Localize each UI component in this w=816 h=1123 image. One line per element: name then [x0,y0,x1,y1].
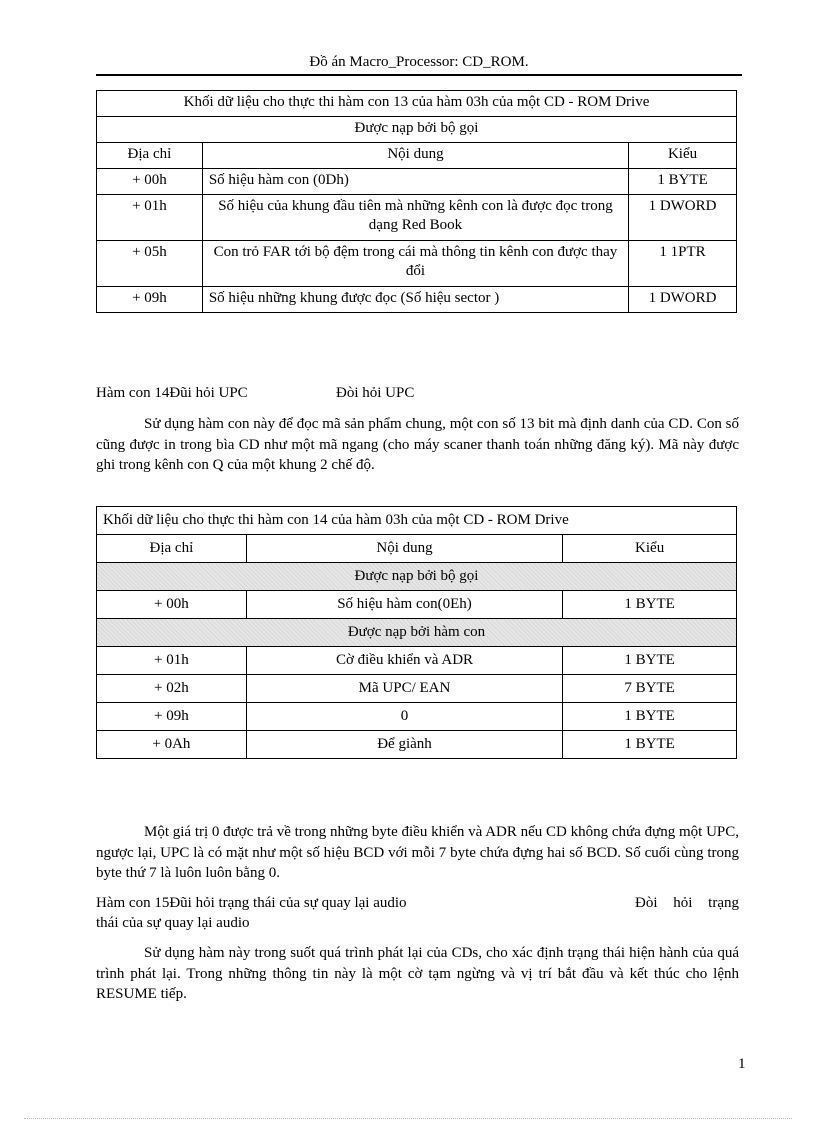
table-header-row [97,143,737,169]
table-row [97,169,737,195]
column-header-type: Kiểu [563,535,737,563]
cell-content: Số hiệu hàm con(0Eh) [246,591,562,619]
upc-explanation-paragraph: Một giá trị 0 được trả về trong những byte điều khiển và ADR nếu CD không chứa đựng một UPC, ngược lại, UPC là có mặt như một số hiệu BCD với mỗi 7 byte chứa đựng hai số BCD. Số cuối cùng trong byte thứ 7 là luôn luôn bằng 0. [96,824,739,881]
table-row [97,731,737,759]
cell-type: 1 1PTR [629,241,737,287]
column-header-address: Địa chỉ [97,535,247,563]
table-group-row [97,619,737,647]
section-15-paragraph: Sử dụng hàm này trong suốt quá trình phát lại của CDs, cho xác định trạng thái hiện hành của quá trình phát lại. Trong những thông tin này là một cờ tạm ngừng và vị trí bắt đầu và kết thúc cho lệnh RESUME tiếp. [96,945,739,1002]
cell-address: + 09h [97,287,203,313]
table-group-row [97,117,737,143]
cell-content: Số hiệu hàm con (0Dh) [202,169,628,195]
section-15-heading-right: Đòi hỏi trạng [635,895,739,911]
table-header-row [97,535,737,563]
cell-content: Cờ điều khiển và ADR [246,647,562,675]
section-14-heading-right: Đòi hỏi UPC [336,385,415,401]
page-number: 1 [738,1056,746,1072]
subfunction-14-table [96,506,737,759]
cell-type: 1 BYTE [563,703,737,731]
table-group-label: Được nạp bởi bộ gọi [97,563,737,591]
cell-type: 1 BYTE [629,169,737,195]
cell-address: + 09h [97,703,247,731]
table-row [97,675,737,703]
page-header: Đồ án Macro_Processor: CD_ROM. [96,54,742,76]
table-group-row [97,563,737,591]
column-header-address: Địa chỉ [97,143,203,169]
cell-address: + 0Ah [97,731,247,759]
table-row [97,591,737,619]
table-group-label: Được nạp bởi hàm con [97,619,737,647]
cell-type: 1 BYTE [563,731,737,759]
cell-type: 7 BYTE [563,675,737,703]
cell-content: Số hiệu những khung được đọc (Số hiệu sector ) [202,287,628,313]
cell-type: 1 DWORD [629,287,737,313]
table-title: Khối dữ liệu cho thực thi hàm con 14 của hàm 03h của một CD - ROM Drive [97,507,737,535]
page-bottom-divider [24,1118,792,1119]
cell-address: + 00h [97,169,203,195]
cell-type: 1 DWORD [629,195,737,241]
cell-address: + 05h [97,241,203,287]
cell-content: 0 [246,703,562,731]
table-title-row [97,91,737,117]
column-header-content: Nội dung [202,143,628,169]
table-row [97,195,737,241]
cell-address: + 01h [97,195,203,241]
cell-address: + 00h [97,591,247,619]
cell-content: Số hiệu của khung đầu tiên mà những kênh con là được đọc trong dạng Red Book [202,195,628,241]
cell-address: + 02h [97,675,247,703]
table-title: Khối dữ liệu cho thực thi hàm con 13 của hàm 03h của một CD - ROM Drive [97,91,737,117]
table-row [97,703,737,731]
cell-address: + 01h [97,647,247,675]
section-14-heading-left: Hàm con 14Đũi hỏi UPC [96,385,248,401]
column-header-content: Nội dung [246,535,562,563]
cell-type: 1 BYTE [563,591,737,619]
table-row [97,241,737,287]
cell-content: Để giành [246,731,562,759]
column-header-type: Kiểu [629,143,737,169]
section-15-heading-left: Hàm con 15Đũi hỏi trạng thái của sự quay lại audio [96,895,407,911]
section-14-heading [96,385,415,402]
section-14-paragraph: Sử dụng hàm con này để đọc mã sản phẩm chung, một con số 13 bit mà định danh của CD. Con số cũng được in trong bìa CD như một mã ngang (cho máy scaner thanh toán những đăng ký). Mã này được ghi trong kênh con Q của một khung 2 chế độ. [96,416,739,473]
table-row [97,647,737,675]
table-title-row [97,507,737,535]
cell-type: 1 BYTE [563,647,737,675]
cell-content: Mã UPC/ EAN [246,675,562,703]
table-row [97,287,737,313]
section-15-heading-continuation: thái của sự quay lại audio [96,915,250,931]
table-group-label: Được nạp bởi bộ gọi [97,117,737,143]
cell-content: Con trỏ FAR tới bộ đệm trong cái mà thông tin kênh con được thay đổi [202,241,628,287]
subfunction-13-table [96,90,737,313]
section-15-heading [96,893,739,934]
